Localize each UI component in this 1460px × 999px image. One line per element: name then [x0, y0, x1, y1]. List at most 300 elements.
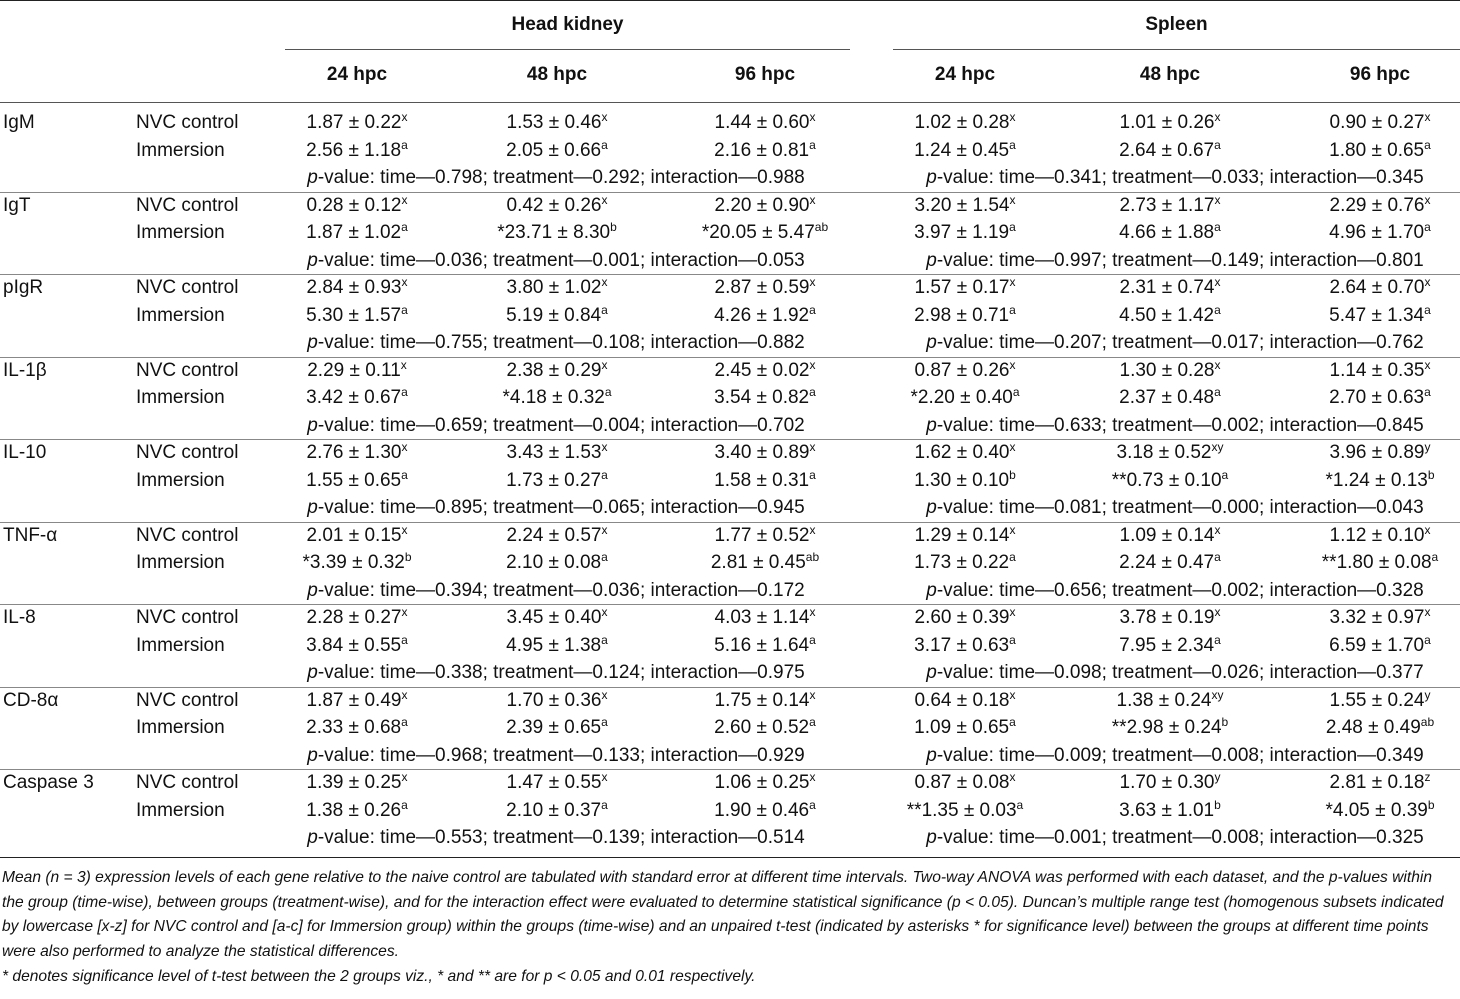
- cell-superscript: a: [809, 797, 816, 812]
- cell-superscript: ab: [814, 220, 829, 234]
- cell-nvc: [1330, 442, 1431, 464]
- group-label-immersion: Immersion: [136, 799, 225, 821]
- cell-superscript: x: [1009, 687, 1016, 702]
- cell-nvc: [506, 687, 608, 712]
- cell-superscript: a: [601, 797, 608, 812]
- pvalue-line: [926, 745, 1423, 767]
- cell-superscript: x: [601, 522, 608, 537]
- cell-nvc: [307, 772, 408, 794]
- cell-value: 0.42 ± 0.26: [506, 194, 602, 216]
- cell-value: 2.10 ± 0.37: [506, 799, 602, 821]
- cell-superscript: x: [1214, 110, 1221, 124]
- group-label-nvc: NVC control: [136, 277, 239, 298]
- pvalue-line: [926, 827, 1423, 849]
- row-separator: [0, 687, 1460, 688]
- gene-label: Caspase 3: [3, 772, 94, 793]
- cell-value: 5.47 ± 1.34: [1329, 304, 1425, 326]
- pvalue-text: -value: time—0.968; treatment—0.133; interaction—0.929: [317, 744, 805, 766]
- cell-value: 5.16 ± 1.64: [714, 634, 810, 656]
- cell-nvc: [714, 687, 816, 712]
- cell-value: 0.28 ± 0.12: [306, 194, 402, 216]
- cell-value: 1.01 ± 0.26: [1119, 112, 1215, 133]
- group-label-immersion: Immersion: [136, 469, 225, 491]
- pvalue-line: [307, 580, 804, 602]
- pvalue-italic-p: p: [307, 497, 318, 518]
- cell-value: 2.56 ± 1.18: [306, 139, 402, 161]
- cell-value: 1.24 ± 0.45: [914, 139, 1010, 161]
- pvalue-line: [926, 580, 1423, 602]
- col-header-sp-96: 96 hpc: [1349, 64, 1411, 85]
- cell-superscript: x: [401, 522, 408, 537]
- cell-immersion: [506, 552, 608, 574]
- pvalue-italic-p: p: [307, 414, 318, 436]
- col-header-hk-24: 24 hpc: [326, 64, 388, 85]
- cell-value: 2.29 ± 0.11: [307, 359, 401, 381]
- cell-value: 3.40 ± 0.89: [714, 442, 810, 463]
- cell-immersion: [914, 632, 1016, 657]
- cell-superscript: x: [809, 357, 816, 372]
- cell-value: 1.44 ± 0.60: [714, 112, 810, 133]
- cell-superscript: x: [809, 440, 816, 454]
- pvalue-line: [926, 250, 1423, 272]
- cell-immersion: [714, 467, 816, 492]
- pvalue-text: -value: time—0.341; treatment—0.033; interaction—0.345: [936, 167, 1424, 188]
- cell-nvc: [715, 607, 816, 629]
- cell-superscript: b: [404, 550, 412, 564]
- cell-superscript: x: [1424, 110, 1431, 124]
- cell-value: **0.73 ± 0.10: [1111, 469, 1222, 491]
- cell-value: 1.09 ± 0.65: [914, 717, 1010, 738]
- pvalue-line: [926, 497, 1423, 519]
- cell-immersion: [1119, 797, 1221, 822]
- cell-superscript: x: [1214, 605, 1221, 619]
- cell-value: 1.58 ± 0.31: [714, 469, 810, 491]
- table-caption: Mean (n = 3) expression levels of each gene relative to the naive control are tabulated with standard error at different time intervals. Two-way ANOVA was performed with each dataset, and the p-values within the group (time-wise), between groups (treatment-wise), and for the interaction effect were evaluated to determine statistical significance (p < 0.05). Duncan’s multiple range test (homogenous subsets indicated by lowercase [x-z] for NVC control and [a-c] for Immersion group) within the groups (time-wise) and an unpaired t-test (indicated by asterisks * for significance level) between the groups at different time points were also performed to analyze the statistical differences.: [2, 869, 1444, 960]
- cell-immersion: [906, 797, 1024, 822]
- cell-superscript: x: [401, 605, 408, 619]
- cell-superscript: x: [601, 770, 608, 784]
- cell-nvc: [307, 112, 408, 134]
- cell-immersion: [1326, 717, 1434, 739]
- gene-label: TNF-α: [3, 524, 58, 546]
- cell-nvc: [915, 442, 1016, 464]
- cell-immersion: [714, 387, 816, 409]
- cell-immersion: [714, 302, 816, 327]
- cell-value: 2.81 ± 0.18: [1329, 772, 1425, 793]
- cell-superscript: a: [1009, 302, 1016, 317]
- gene-label: CD-8α: [3, 689, 59, 711]
- group-rule-spleen: [893, 49, 1460, 50]
- cell-value: 3.63 ± 1.01: [1119, 799, 1215, 821]
- cell-superscript: a: [1431, 550, 1439, 564]
- cell-immersion: [506, 632, 608, 657]
- cell-superscript: x: [809, 192, 816, 207]
- cell-value: 3.45 ± 0.40: [506, 607, 602, 628]
- cell-nvc: [715, 277, 816, 299]
- cell-superscript: a: [601, 302, 608, 317]
- cell-immersion: [702, 222, 828, 244]
- cell-value: 0.64 ± 0.18: [914, 689, 1010, 711]
- pvalue-italic-p: p: [926, 744, 937, 766]
- col-header-sp-24: 24 hpc: [934, 64, 996, 85]
- pvalue-line: [307, 662, 804, 684]
- cell-superscript: x: [401, 192, 408, 207]
- pvalue-text: -value: time—0.081; treatment—0.000; interaction—0.043: [936, 497, 1424, 518]
- cell-immersion: [506, 302, 608, 327]
- cell-nvc: [714, 522, 816, 547]
- cell-immersion: [914, 222, 1016, 244]
- bottom-rule: [0, 857, 1460, 858]
- cell-superscript: b: [1427, 797, 1435, 812]
- cell-immersion: [506, 137, 608, 162]
- cell-nvc: [307, 442, 408, 464]
- cell-superscript: x: [809, 522, 816, 537]
- cell-superscript: a: [1214, 550, 1221, 564]
- cell-value: *20.05 ± 5.47: [701, 222, 815, 243]
- cell-superscript: x: [1214, 275, 1221, 289]
- group-label-nvc: NVC control: [136, 442, 239, 463]
- cell-nvc: [1330, 112, 1431, 134]
- pvalue-line: [307, 497, 804, 519]
- cell-nvc: [306, 192, 408, 217]
- cell-superscript: a: [1214, 302, 1221, 317]
- cell-value: 2.60 ± 0.39: [914, 607, 1010, 628]
- cell-nvc: [914, 357, 1016, 382]
- cell-superscript: a: [1012, 385, 1020, 399]
- cell-superscript: x: [601, 605, 608, 619]
- cell-value: 1.73 ± 0.27: [506, 469, 602, 491]
- group-label-nvc: NVC control: [136, 772, 239, 793]
- cell-superscript: a: [809, 632, 816, 647]
- pvalue-text: -value: time—0.001; treatment—0.008; interaction—0.325: [936, 827, 1424, 848]
- cell-nvc: [915, 772, 1016, 794]
- cell-value: 1.06 ± 0.25: [714, 772, 810, 793]
- cell-immersion: [1119, 302, 1221, 327]
- cell-superscript: ab: [1420, 715, 1435, 729]
- cell-nvc: [1329, 357, 1431, 382]
- cell-superscript: x: [809, 275, 816, 289]
- group-header-head-kidney: Head kidney: [511, 14, 624, 35]
- pvalue-text: -value: time—0.098; treatment—0.026; interaction—0.377: [936, 662, 1424, 683]
- pvalue-text: -value: time—0.036; treatment—0.001; interaction—0.053: [317, 249, 805, 271]
- cell-immersion: [1119, 387, 1221, 409]
- cell-immersion: [1325, 467, 1435, 492]
- cell-nvc: [1116, 687, 1224, 712]
- pvalue-italic-p: p: [926, 497, 937, 518]
- gene-label: IL-10: [3, 442, 47, 463]
- cell-value: 1.39 ± 0.25: [306, 772, 402, 793]
- cell-superscript: x: [1214, 357, 1221, 372]
- cell-immersion: [306, 632, 408, 657]
- cell-value: 4.95 ± 1.38: [506, 634, 602, 656]
- cell-value: 1.38 ± 0.24: [1116, 689, 1212, 711]
- cell-superscript: a: [401, 632, 408, 647]
- group-label-immersion: Immersion: [136, 387, 225, 408]
- cell-superscript: a: [1009, 137, 1016, 152]
- cell-superscript: x: [1424, 357, 1431, 372]
- cell-value: 2.24 ± 0.47: [1119, 552, 1215, 573]
- cell-immersion: [1329, 632, 1431, 657]
- cell-value: 3.84 ± 0.55: [306, 634, 402, 656]
- cell-immersion: [506, 467, 608, 492]
- cell-nvc: [507, 772, 608, 794]
- cell-value: 2.76 ± 1.30: [306, 442, 402, 463]
- cell-superscript: x: [401, 770, 408, 784]
- cell-value: 1.62 ± 0.40: [914, 442, 1010, 463]
- cell-superscript: x: [1009, 605, 1016, 619]
- cell-superscript: x: [601, 687, 608, 702]
- pvalue-text: -value: time—0.394; treatment—0.036; interaction—0.172: [317, 579, 805, 601]
- cell-immersion: [714, 137, 816, 162]
- group-label-immersion: Immersion: [136, 304, 225, 326]
- cell-nvc: [1120, 277, 1221, 299]
- pvalue-italic-p: p: [926, 414, 937, 436]
- row-separator: [0, 274, 1460, 275]
- pvalue-line: [307, 827, 804, 849]
- cell-value: 0.87 ± 0.08: [914, 772, 1010, 793]
- pvalue-line: [926, 415, 1423, 437]
- cell-superscript: a: [809, 137, 816, 152]
- cell-value: 3.78 ± 0.19: [1119, 607, 1215, 628]
- cell-nvc: [914, 522, 1016, 547]
- cell-nvc: [1330, 772, 1431, 794]
- cell-nvc: [507, 607, 608, 629]
- cell-value: **2.98 ± 0.24: [1111, 717, 1222, 738]
- cell-value: 1.14 ± 0.35: [1329, 359, 1425, 381]
- group-label-immersion: Immersion: [136, 139, 225, 161]
- cell-superscript: a: [401, 302, 408, 317]
- cell-immersion: [1325, 797, 1435, 822]
- gene-label: pIgR: [3, 277, 44, 298]
- cell-superscript: x: [1424, 605, 1431, 619]
- cell-immersion: [1119, 222, 1221, 244]
- cell-immersion: [714, 797, 816, 822]
- cell-superscript: a: [601, 467, 608, 482]
- cell-superscript: a: [1214, 385, 1221, 399]
- pvalue-italic-p: p: [926, 167, 937, 188]
- pvalue-italic-p: p: [307, 167, 318, 188]
- cell-superscript: a: [809, 302, 816, 317]
- cell-superscript: x: [400, 357, 407, 372]
- cell-immersion: [1322, 552, 1438, 574]
- cell-value: 1.77 ± 0.52: [714, 524, 810, 546]
- cell-superscript: y: [1214, 770, 1221, 784]
- cell-value: 2.24 ± 0.57: [506, 524, 602, 546]
- cell-immersion: [306, 302, 408, 327]
- cell-value: 3.42 ± 0.67: [306, 387, 402, 408]
- cell-value: 3.18 ± 0.52: [1116, 442, 1212, 463]
- cell-superscript: a: [1424, 220, 1431, 234]
- cell-superscript: b: [1009, 467, 1016, 482]
- cell-nvc: [506, 357, 608, 382]
- cell-value: 2.60 ± 0.52: [714, 717, 810, 738]
- cell-value: 2.45 ± 0.02: [714, 359, 810, 381]
- cell-nvc: [1119, 357, 1221, 382]
- cell-nvc: [715, 442, 816, 464]
- header-rule: [0, 102, 1460, 103]
- group-rule-head-kidney: [285, 49, 850, 50]
- cell-superscript: y: [1424, 687, 1431, 702]
- cell-immersion: [711, 552, 819, 574]
- cell-superscript: x: [1009, 275, 1016, 289]
- cell-immersion: [914, 302, 1016, 327]
- cell-value: 1.09 ± 0.14: [1119, 524, 1215, 546]
- cell-value: *3.39 ± 0.32: [302, 552, 405, 573]
- pvalue-text: -value: time—0.798; treatment—0.292; interaction—0.988: [317, 167, 805, 188]
- cell-superscript: x: [1424, 522, 1431, 537]
- pvalue-line: [926, 332, 1423, 354]
- row-separator: [0, 522, 1460, 523]
- cell-superscript: x: [401, 440, 408, 454]
- cell-superscript: a: [601, 632, 608, 647]
- cell-superscript: b: [1427, 467, 1435, 482]
- cell-value: 1.80 ± 0.65: [1329, 139, 1425, 161]
- cell-superscript: x: [1214, 522, 1221, 537]
- cell-value: 2.48 ± 0.49: [1325, 717, 1421, 738]
- row-separator: [0, 357, 1460, 358]
- cell-immersion: [1119, 632, 1221, 657]
- cell-value: 2.01 ± 0.15: [306, 524, 402, 546]
- cell-value: *4.18 ± 0.32: [502, 387, 605, 408]
- cell-value: 1.73 ± 0.22: [914, 552, 1010, 573]
- pvalue-italic-p: p: [307, 249, 318, 271]
- cell-value: *23.71 ± 8.30: [497, 222, 611, 243]
- cell-nvc: [1120, 772, 1221, 794]
- cell-nvc: [1329, 687, 1431, 712]
- cell-nvc: [1330, 607, 1431, 629]
- cell-superscript: a: [1221, 467, 1229, 482]
- cell-nvc: [507, 277, 608, 299]
- cell-immersion: [914, 717, 1016, 739]
- group-label-immersion: Immersion: [136, 634, 225, 656]
- cell-superscript: x: [809, 687, 816, 702]
- cell-nvc: [1119, 192, 1221, 217]
- cell-superscript: a: [1424, 632, 1431, 647]
- pvalue-italic-p: p: [307, 579, 318, 601]
- cell-value: 3.54 ± 0.82: [714, 387, 810, 408]
- cell-immersion: [497, 222, 617, 244]
- pvalue-text: -value: time—0.553; treatment—0.139; interaction—0.514: [317, 827, 805, 848]
- cell-nvc: [915, 112, 1016, 134]
- cell-value: 1.53 ± 0.46: [506, 112, 602, 133]
- cell-value: 4.66 ± 1.88: [1119, 222, 1215, 243]
- cell-value: 7.95 ± 2.34: [1119, 634, 1215, 656]
- cell-superscript: x: [601, 357, 608, 372]
- cell-superscript: a: [401, 220, 408, 234]
- cell-value: 2.64 ± 0.67: [1119, 139, 1215, 161]
- pvalue-text: -value: time—0.895; treatment—0.065; interaction—0.945: [317, 497, 805, 518]
- cell-superscript: a: [1214, 137, 1221, 152]
- cell-superscript: a: [401, 467, 408, 482]
- cell-nvc: [715, 112, 816, 134]
- gene-label: IL-8: [3, 607, 36, 628]
- pvalue-italic-p: p: [307, 744, 318, 766]
- cell-value: 1.90 ± 0.46: [714, 799, 810, 821]
- cell-nvc: [1117, 442, 1224, 464]
- table-footnote: * denotes significance level of t-test between the 2 groups viz., * and ** are for p < 0.05 and 0.01 respectively.: [2, 968, 756, 985]
- cell-value: 6.59 ± 1.70: [1329, 634, 1425, 656]
- cell-superscript: y: [1424, 440, 1431, 454]
- cell-value: 2.37 ± 0.48: [1119, 387, 1215, 408]
- pvalue-text: -value: time—0.656; treatment—0.002; interaction—0.328: [936, 579, 1424, 601]
- cell-value: 2.73 ± 1.17: [1119, 194, 1215, 216]
- cell-value: 3.80 ± 1.02: [506, 277, 602, 298]
- cell-value: 2.10 ± 0.08: [506, 552, 602, 573]
- cell-value: 1.55 ± 0.24: [1329, 689, 1425, 711]
- cell-immersion: [1112, 717, 1228, 739]
- cell-immersion: [1119, 137, 1221, 162]
- cell-immersion: [1329, 302, 1431, 327]
- cell-nvc: [714, 357, 816, 382]
- pvalue-text: -value: time—0.659; treatment—0.004; interaction—0.702: [317, 414, 805, 436]
- cell-immersion: [910, 387, 1019, 409]
- cell-nvc: [1330, 277, 1431, 299]
- cell-superscript: x: [401, 687, 408, 702]
- pvalue-line: [307, 332, 804, 354]
- cell-nvc: [1120, 112, 1221, 134]
- cell-superscript: a: [601, 715, 608, 729]
- cell-superscript: z: [1424, 770, 1431, 784]
- cell-superscript: a: [809, 385, 816, 399]
- pvalue-line: [926, 662, 1423, 684]
- row-separator: [0, 192, 1460, 193]
- cell-value: 5.30 ± 1.57: [306, 304, 402, 326]
- pvalue-text: -value: time—0.338; treatment—0.124; interaction—0.975: [317, 662, 805, 683]
- group-label-immersion: Immersion: [136, 552, 225, 573]
- pvalue-italic-p: p: [926, 827, 937, 848]
- cell-immersion: [1329, 137, 1431, 162]
- cell-immersion: [306, 222, 408, 244]
- group-label-immersion: Immersion: [136, 717, 225, 738]
- cell-value: *4.05 ± 0.39: [1325, 799, 1428, 821]
- group-header-spleen: Spleen: [1145, 14, 1208, 35]
- cell-immersion: [1111, 467, 1229, 492]
- gene-label: IgM: [3, 112, 35, 133]
- cell-superscript: x: [601, 192, 608, 207]
- cell-superscript: a: [401, 137, 408, 152]
- cell-superscript: a: [1424, 385, 1431, 399]
- cell-value: 1.29 ± 0.14: [914, 524, 1010, 546]
- cell-immersion: [306, 797, 408, 822]
- top-rule: [0, 0, 1460, 1]
- pvalue-line: [307, 167, 804, 189]
- cell-immersion: [306, 137, 408, 162]
- cell-superscript: a: [1424, 302, 1431, 317]
- cell-value: **1.35 ± 0.03: [906, 799, 1017, 821]
- cell-nvc: [1329, 192, 1431, 217]
- cell-superscript: a: [1214, 220, 1221, 234]
- cell-nvc: [914, 687, 1016, 712]
- cell-value: 1.30 ± 0.28: [1119, 359, 1215, 381]
- pvalue-italic-p: p: [926, 579, 937, 601]
- cell-value: 3.20 ± 1.54: [914, 194, 1010, 216]
- cell-value: 4.26 ± 1.92: [714, 304, 810, 326]
- cell-superscript: a: [1016, 797, 1024, 812]
- gene-label: IgT: [3, 194, 31, 216]
- cell-value: 2.16 ± 0.81: [714, 139, 810, 161]
- cell-superscript: a: [809, 715, 816, 729]
- cell-value: 1.87 ± 0.22: [306, 112, 402, 133]
- cell-superscript: xy: [1211, 687, 1224, 702]
- cell-superscript: x: [1009, 357, 1016, 372]
- group-label-nvc: NVC control: [136, 112, 239, 133]
- cell-superscript: a: [401, 715, 408, 729]
- cell-superscript: a: [604, 385, 612, 399]
- cell-superscript: a: [1424, 137, 1431, 152]
- pvalue-line: [926, 167, 1423, 189]
- cell-nvc: [506, 192, 608, 217]
- cell-superscript: x: [1214, 192, 1221, 207]
